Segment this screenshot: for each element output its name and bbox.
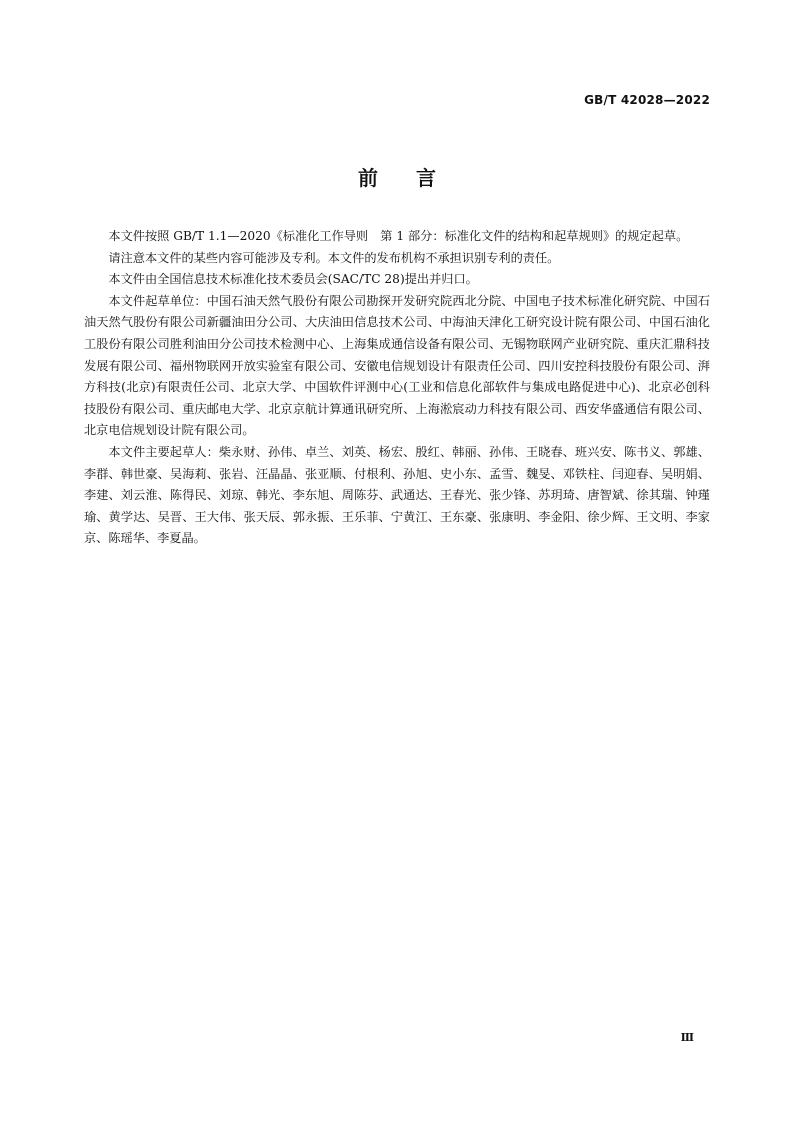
standard-code: GB/T 42028—2022 bbox=[584, 93, 710, 107]
paragraph-drafters: 本文件主要起草人：柴永财、孙伟、卓兰、刘英、杨宏、殷红、韩丽、孙伟、王晓春、班兴安、陈书义、郭雄、李群、韩世豪、吴海莉、张岩、汪晶晶、张亚顺、付根利、孙旭、史小东、孟雪、魏旻、邓铁柱、闫迎春、吴明娟、李建、刘云淮、陈得民、刘琼、韩光、李东旭、周陈芬、武通达、王春光、张少锋、苏玥琦、唐智斌、徐其瑞、钟瑾瑜、黄学达、吴晋、王大伟、张天辰、郭永振、王乐菲、宁黄江、王东豪、张康明、李金阳、徐少辉、王文明、李家京、陈瑶华、李夏晶。 bbox=[84, 444, 710, 546]
page-number: Ⅲ bbox=[680, 1031, 694, 1044]
paragraph-proposer: 本文件由全国信息技术标准化技术委员会(SAC/TC 28)提出并归口。 bbox=[108, 272, 478, 287]
foreword-body bbox=[84, 226, 710, 550]
page-title: 前言 bbox=[358, 166, 474, 190]
paragraph-patent-notice: 请注意本文件的某些内容可能涉及专利。本文件的发布机构不承担识别专利的责任。 bbox=[108, 250, 560, 265]
paragraph-drafting-units: 本文件起草单位：中国石油天然气股份有限公司勘探开发研究院西北分院、中国电子技术标准化研究院、中国石油天然气股份有限公司新疆油田分公司、大庆油田信息技术公司、中海油天津化工研究设计院有限公司、中国石油化工股份有限公司胜利油田分公司技术检测中心、上海集成通信设备有限公司、无锡物联网产业研究院、重庆汇鼎科技发展有限公司、福州物联网开放实验室有限公司、安徽电信规划设计有限责任公司、四川安控科技股份有限公司、湃方科技(北京)有限责任公司、北京大学、中国软件评测中心(工业和信息化部软件与集成电路促进中心)、北京必创科技股份有限公司、重庆邮电大学、北京京航计算通讯研究所、上海淞宸动力科技有限公司、西安华盛通信有限公司、北京电信规划设计院有限公司。 bbox=[84, 293, 710, 438]
paragraph-drafting-rules: 本文件按照 GB/T 1.1—2020《标准化工作导则 第 1 部分：标准化文件的结构和起草规则》的规定起草。 bbox=[108, 229, 689, 243]
